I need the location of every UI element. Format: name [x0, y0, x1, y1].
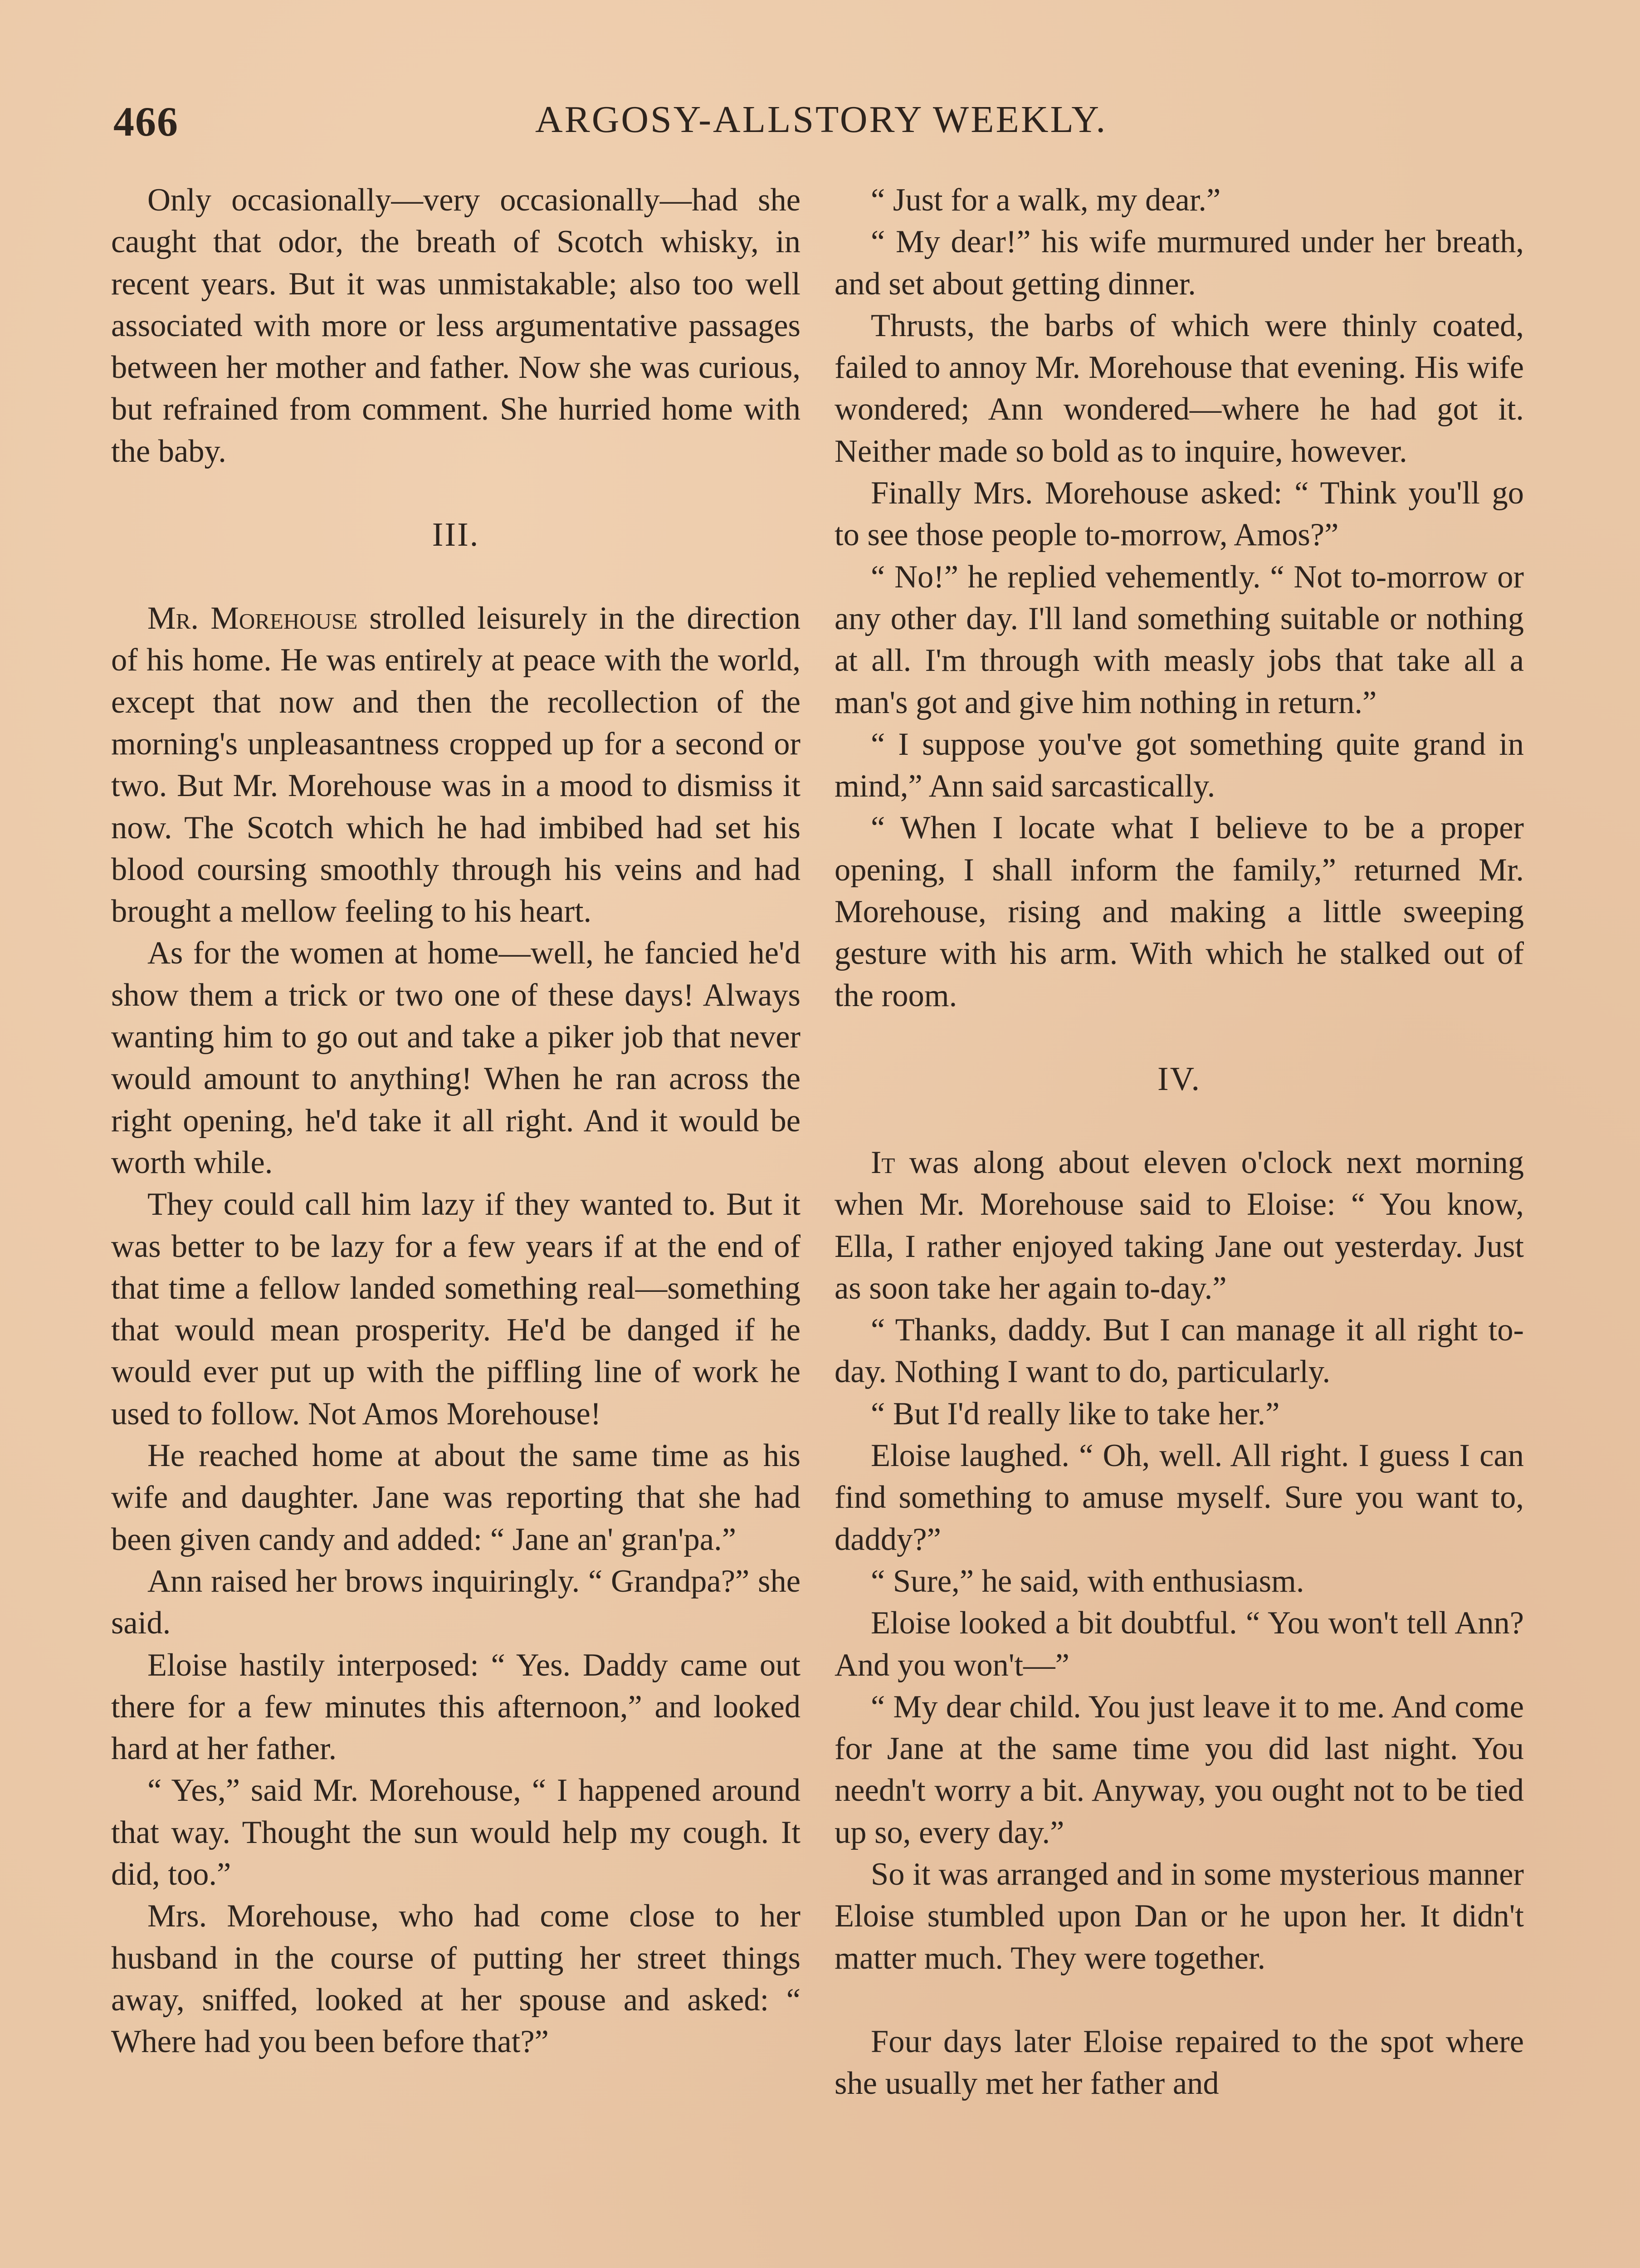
page-number: 466 [113, 98, 179, 145]
paragraph: “ My dear child. You just leave it to me. And come for Jane at the same time you did last night. You needn't worry a bit. Anyway, you ought not to be tied up so, every day.” [835, 1689, 1524, 1850]
paragraph: He reached home at about the same time as his wife and daughter. Jane was reporting that she had been given candy and added: “ Jane an' gran'pa.” [111, 1438, 800, 1557]
paragraph: So it was arranged and in some mysterious manner Eloise stumbled upon Dan or he upon her. It didn't matter much. They were together. [835, 1856, 1524, 1976]
section-heading-iv: IV. [1157, 1060, 1201, 1098]
paragraph-body: strolled leisurely in the direction of his home. He was entirely at peace with the world, except that now and then the recollection of the morning's unpleasantness cropped up for a second or two. But Mr. Morehouse was in a mood to dismiss it now. The Scotch which he had imbibed had set his blood coursing smoothly through his veins and had brought a mellow feeling to his heart. [111, 601, 800, 929]
paragraph: They could call him lazy if they wanted to. But it was better to be lazy for a few years if at the end of that time a fellow landed something real—something that would mean prosperity. He'd be danged if he would ever put up with the piffling line of work he used to follow. Not Amos Morehouse! [111, 1187, 800, 1432]
paragraph: Only occasionally—very occasionally—had she caught that odor, the breath of Scotch whisky, in recent years. But it was unmistakable; also too well associated with more or less argumentative passages between her mother and father. Now she was curious, but refrained from comment. She hurried home with the baby. [111, 182, 800, 469]
paragraph: “ Sure,” he said, with enthusiasm. [871, 1563, 1304, 1599]
paragraph-lead: Mr. Morehouse [147, 601, 358, 636]
paragraph: As for the women at home—well, he fancied he'd show them a trick or two one of these days! Always wanting him to go out and take a piker job that never would amount to anything! When he ran across the right opening, he'd take it all right. And it would be worth while. [111, 935, 800, 1180]
paragraph-body: was along about eleven o'clock next morning when Mr. Morehouse said to Eloise: “ You know, Ella, I rather enjoyed taking Jane out yesterday. Just as soon take her again to-day.” [835, 1144, 1524, 1306]
paragraph: “ My dear!” his wife murmured under her breath, and set about getting dinner. [835, 224, 1524, 302]
paragraph: Mrs. Morehouse, who had come close to her husband in the course of putting her street things away, sniffed, looked at her spouse and asked: “ Where had you been before that?” [111, 1898, 800, 2060]
paragraph: “ Thanks, daddy. But I can manage it all right to-day. Nothing I want to do, particularly. [835, 1312, 1524, 1390]
paragraph: “ When I locate what I believe to be a proper opening, I shall inform the family,” returned Mr. Morehouse, rising and making a little sweeping gesture with his arm. With which he stalked out of the room. [835, 810, 1524, 1013]
right-column [835, 179, 1524, 2104]
paragraph: “ I suppose you've got something quite grand in mind,” Ann said sarcastically. [835, 726, 1524, 804]
paragraph: “ Just for a walk, my dear.” [871, 182, 1221, 218]
page-header [0, 98, 1640, 147]
paragraph: Eloise looked a bit doubtful. “ You won't tell Ann? And you won't—” [835, 1605, 1524, 1683]
paragraph: Eloise laughed. “ Oh, well. All right. I guess I can find something to amuse myself. Sure you want to, daddy?” [835, 1438, 1524, 1557]
scene-break [835, 1979, 1524, 2021]
paragraph: Four days later Eloise repaired to the spot where she usually met her father and [835, 2024, 1524, 2102]
paragraph [111, 597, 800, 932]
paragraph: Eloise hastily interposed: “ Yes. Daddy came out there for a few minutes this afternoon,” and looked hard at her father. [111, 1647, 800, 1767]
left-column [111, 179, 800, 2063]
paragraph-lead: It [871, 1144, 895, 1180]
paragraph: “ No!” he replied vehemently. “ Not to-morrow or any other day. I'll land something suitable or nothing at all. I'm through with measly jobs that take all a man's got and give him nothing in return.” [835, 559, 1524, 720]
paragraph: “ But I'd really like to take her.” [871, 1396, 1280, 1432]
running-head: ARGOSY-ALLSTORY WEEKLY. [535, 98, 1108, 141]
paragraph: Thrusts, the barbs of which were thinly coated, failed to annoy Mr. Morehouse that evening. His wife wondered; Ann wondered—where he had got it. Neither made so bold as to inquire, however. [835, 308, 1524, 469]
section-heading-iii: III. [432, 516, 480, 554]
paragraph: Ann raised her brows inquiringly. “ Grandpa?” she said. [111, 1563, 800, 1641]
paragraph: “ Yes,” said Mr. Morehouse, “ I happened around that way. Thought the sun would help my cough. It did, too.” [111, 1773, 800, 1892]
paragraph [835, 1142, 1524, 1309]
paragraph: Finally Mrs. Morehouse asked: “ Think you'll go to see those people to-morrow, Amos?” [835, 475, 1524, 553]
